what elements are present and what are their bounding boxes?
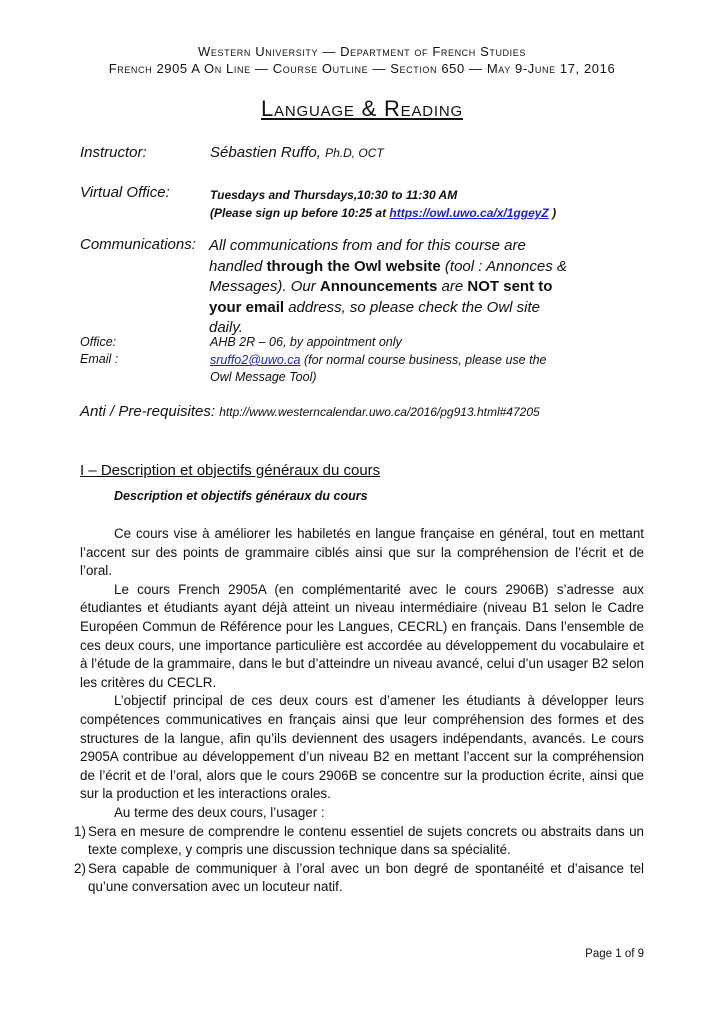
comm-text: All communications from and for this course are handled [209, 237, 526, 275]
prereq-label [80, 403, 540, 420]
virtual-office-hours: Tuesdays and Thursdays,10:30 to 11:30 AM [210, 188, 458, 202]
list-item [74, 823, 644, 860]
list-number: 2) [74, 860, 86, 876]
paragraph: Ce cours vise à améliorer les habiletés en langue française en général, tout en mettant l’accent sur des points de grammaire ciblés ainsi que sur la compréhension de l’écrit et de l’oral. [80, 526, 644, 579]
office-label: Office: [80, 335, 117, 349]
signup-link[interactable]: https://owl.uwo.ca/x/1ggeyZ [389, 206, 549, 220]
paragraph: Le cours French 2905A (en complémentarité avec le cours 2906B) s’adresse aux étudiantes et étudiants ayant déjà atteint un niveau intermédiaire (niveau B1 selon le Cadre Européen Commun de Référence pour les Langues, CECRL) en français. Dans l’ensemble de ces deux cours, une importance particulière est accordée au développement du vocabulaire et à l’étude de la grammaire, dans le but d’atteindre un niveau avancé, celui d’un usager B2 selon les critères du CECLR. [80, 581, 644, 690]
comm-bold: NOT sent to your email [209, 278, 553, 316]
list-number: 1) [74, 823, 86, 839]
page-number: Page 1 of 9 [585, 948, 644, 960]
list-text: Sera capable de communiquer à l’oral avec un bon degré de spontanéité et d’aisance tel qu’une conversation avec un locuteur natif. [88, 860, 644, 895]
email-value [210, 352, 570, 386]
instructor-value [210, 144, 384, 161]
comm-bold: through the Owl website [266, 257, 441, 275]
instructor-label: Instructor: [80, 144, 147, 161]
paragraph: L’objectif principal de ces deux cours est d’amener les étudiants à développer leurs compétences communicatives en français ainsi que leur compréhension des formes et des structures de la langue, afin qu’ils deviennent des usagers indépendants, avancés. Le cours 2905A contribue au développement d’un niveau B2 en mettant l’accent sur la compréhension de l’écrit et de l’oral, alors que le cours 2906B se concentre sur la production écrite, ainsi que sur la production et les interactions orales. [80, 693, 644, 802]
paragraph: Au terme des deux cours, l’usager : [114, 804, 325, 820]
section-subheading: Description et objectifs généraux du cours [114, 489, 368, 503]
header-department: Western University — Department of French Studies [198, 44, 526, 59]
virtual-office-value [210, 186, 556, 222]
communications-text [209, 236, 569, 339]
page-title: Language & Reading [261, 96, 463, 121]
comm-bold: Announcements [319, 278, 438, 295]
virtual-office-label: Virtual Office: [80, 184, 170, 201]
office-value: AHB 2R – 06, by appointment only [210, 335, 402, 349]
email-link[interactable]: sruffo2@uwo.ca [210, 353, 301, 367]
signup-note-end: ) [548, 206, 557, 220]
section-heading: I – Description et objectifs généraux du cours [80, 462, 381, 479]
instructor-credentials: Ph.D, OCT [325, 146, 384, 160]
list-text: Sera en mesure de comprendre le contenu essentiel de sujets concrets ou abstraits dans un texte complexe, y compris une discussion technique dans sa spécialité. [88, 823, 644, 858]
email-note: (for normal course business, please use the Owl Message Tool) [210, 353, 547, 384]
comm-text: address, so please check the Owl site daily. [209, 298, 540, 336]
comm-text: are [437, 278, 468, 295]
instructor-name: Sébastien Ruffo, [210, 144, 321, 161]
email-label: Email : [80, 352, 119, 366]
section-body [74, 525, 644, 897]
objectives-list [74, 823, 644, 897]
signup-note: (Please sign up before 10:25 at [210, 206, 390, 220]
prereq-url: http://www.westerncalendar.uwo.ca/2016/pg913.html#47205 [219, 405, 540, 419]
comm-text: (tool : Annonces & Messages). Our [209, 257, 567, 295]
prereq-label-text: Anti / Pre-requisites: [80, 403, 216, 420]
list-item [74, 860, 644, 897]
header-course: French 2905 A On Line — Course Outline — Section 650 — May 9-June 17, 2016 [108, 61, 616, 76]
communications-label: Communications: [80, 236, 196, 253]
